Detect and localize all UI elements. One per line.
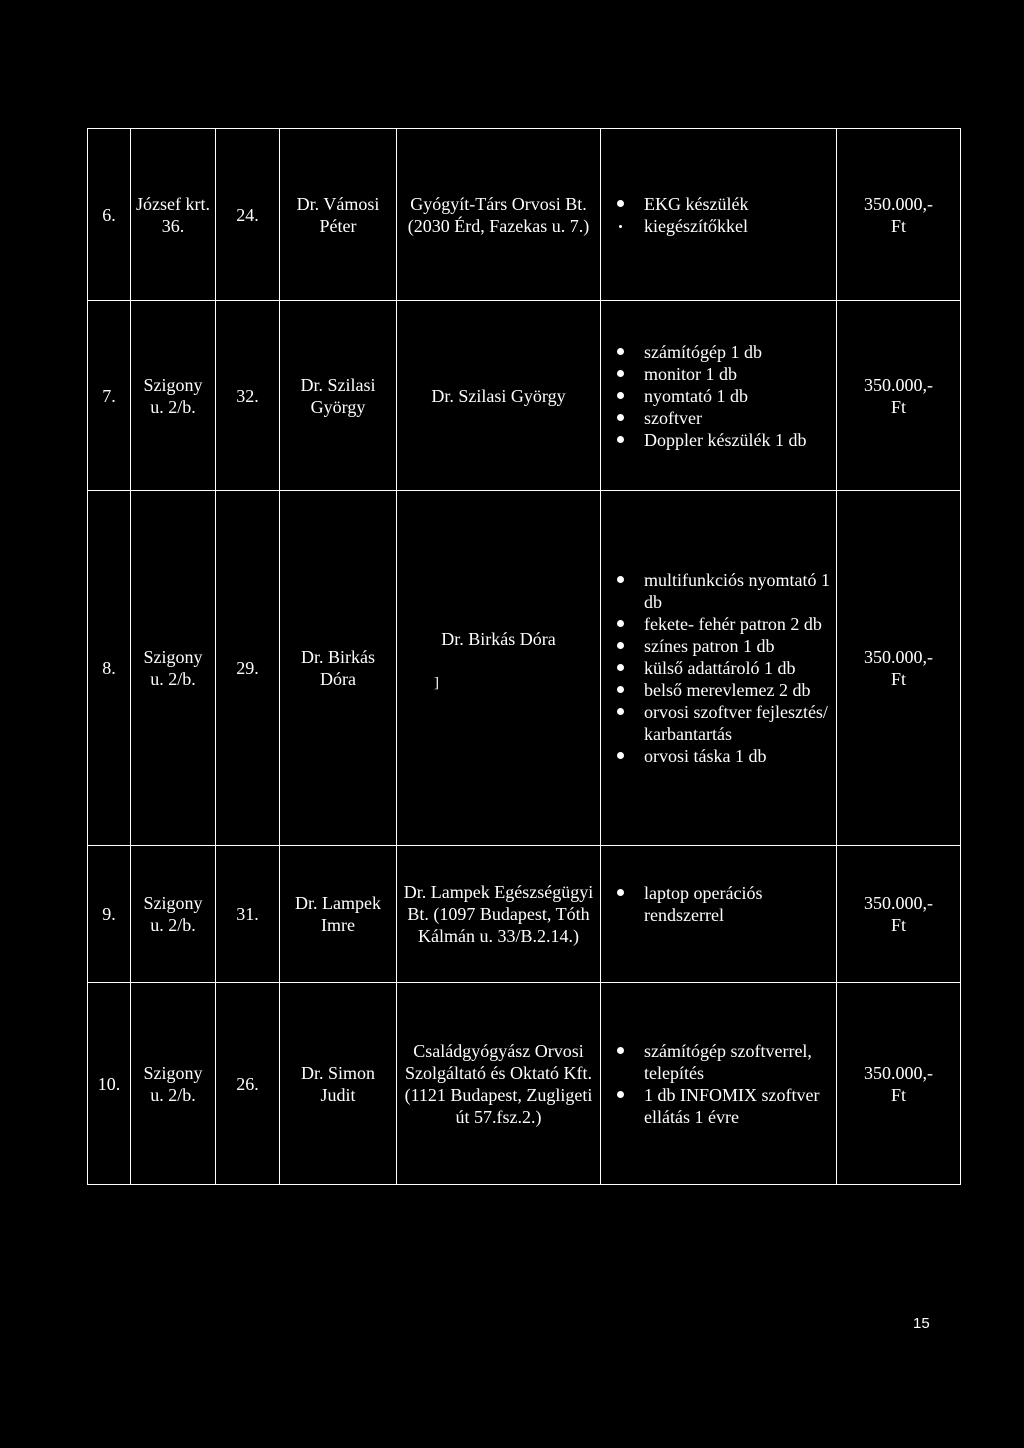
list-item: fekete- fehér patron 2 db xyxy=(613,613,832,635)
row-number: 7. xyxy=(88,301,131,491)
row-number: 8. xyxy=(88,491,131,846)
provider: Gyógyít-Társ Orvosi Bt. (2030 Érd, Fazekas u. 7.) xyxy=(397,129,601,301)
address: Szigony u. 2/b. xyxy=(131,301,216,491)
currency: Ft xyxy=(890,669,906,689)
list-item: számítógép szoftverrel, telepítés xyxy=(613,1040,832,1084)
list-item: 1 db INFOMIX szoftver ellátás 1 évre xyxy=(613,1084,832,1128)
plot-number: 26. xyxy=(216,983,280,1185)
provider xyxy=(397,491,601,846)
amount: 350.000,- xyxy=(864,193,933,214)
table-row xyxy=(88,129,961,301)
list-item: Doppler készülék 1 db xyxy=(613,429,832,451)
plot-number: 24. xyxy=(216,129,280,301)
list-item: orvosi táska 1 db xyxy=(613,745,832,767)
grant-table xyxy=(87,128,961,1185)
currency: Ft xyxy=(890,396,906,417)
amount-cell xyxy=(837,846,961,983)
doctor-name: Dr. Simon Judit xyxy=(280,983,397,1185)
table-row xyxy=(88,983,961,1185)
amount: 350.000,- xyxy=(864,374,933,395)
currency: Ft xyxy=(890,915,906,935)
currency: Ft xyxy=(890,215,906,236)
list-item: kiegészítőkkel xyxy=(613,215,832,237)
amount: 350.000,- xyxy=(864,647,933,667)
equipment-list xyxy=(601,301,837,491)
address: Szigony u. 2/b. xyxy=(131,983,216,1185)
provider: Dr. Szilasi György xyxy=(397,301,601,491)
list-item: belső merevlemez 2 db xyxy=(613,679,832,701)
address: József krt. 36. xyxy=(131,129,216,301)
amount-cell xyxy=(837,301,961,491)
row-number: 10. xyxy=(88,983,131,1185)
equipment-list xyxy=(601,846,837,983)
stray-mark: ] xyxy=(434,675,439,691)
list-item: orvosi szoftver fejlesztés/ karbantartás xyxy=(613,701,832,745)
list-item: színes patron 1 db xyxy=(613,635,832,657)
address: Szigony u. 2/b. xyxy=(131,491,216,846)
row-number: 9. xyxy=(88,846,131,983)
table-row xyxy=(88,491,961,846)
amount: 350.000,- xyxy=(864,1062,933,1083)
doctor-name: Dr. Lampek Imre xyxy=(280,846,397,983)
provider: Családgyógyász Orvosi Szolgáltató és Oktató Kft. (1121 Budapest, Zugligeti út 57.fsz.2.) xyxy=(397,983,601,1185)
amount-cell xyxy=(837,129,961,301)
amount-cell xyxy=(837,983,961,1185)
plot-number: 29. xyxy=(216,491,280,846)
address: Szigony u. 2/b. xyxy=(131,846,216,983)
list-item: számítógép 1 db xyxy=(613,341,832,363)
plot-number: 31. xyxy=(216,846,280,983)
list-item: laptop operációs rendszerrel xyxy=(613,882,832,926)
equipment-list xyxy=(601,491,837,846)
currency: Ft xyxy=(890,1084,906,1105)
page-number: 15 xyxy=(913,1315,930,1332)
doctor-name: Dr. Vámosi Péter xyxy=(280,129,397,301)
provider: Dr. Lampek Egészségügyi Bt. (1097 Budapest, Tóth Kálmán u. 33/B.2.14.) xyxy=(397,846,601,983)
list-item: multifunkciós nyomtató 1 db xyxy=(613,569,832,613)
list-item: külső adattároló 1 db xyxy=(613,657,832,679)
doctor-name: Dr. Birkás Dóra xyxy=(280,491,397,846)
doctor-name: Dr. Szilasi György xyxy=(280,301,397,491)
equipment-list xyxy=(601,983,837,1185)
list-item: nyomtató 1 db xyxy=(613,385,832,407)
equipment-list xyxy=(601,129,837,301)
row-number: 6. xyxy=(88,129,131,301)
list-item: monitor 1 db xyxy=(613,363,832,385)
amount-cell xyxy=(837,491,961,846)
table-row xyxy=(88,301,961,491)
list-item: EKG készülék xyxy=(613,193,832,215)
plot-number: 32. xyxy=(216,301,280,491)
list-item: szoftver xyxy=(613,407,832,429)
table-row xyxy=(88,846,961,983)
amount: 350.000,- xyxy=(864,893,933,913)
provider-name: Dr. Birkás Dóra xyxy=(441,629,556,649)
